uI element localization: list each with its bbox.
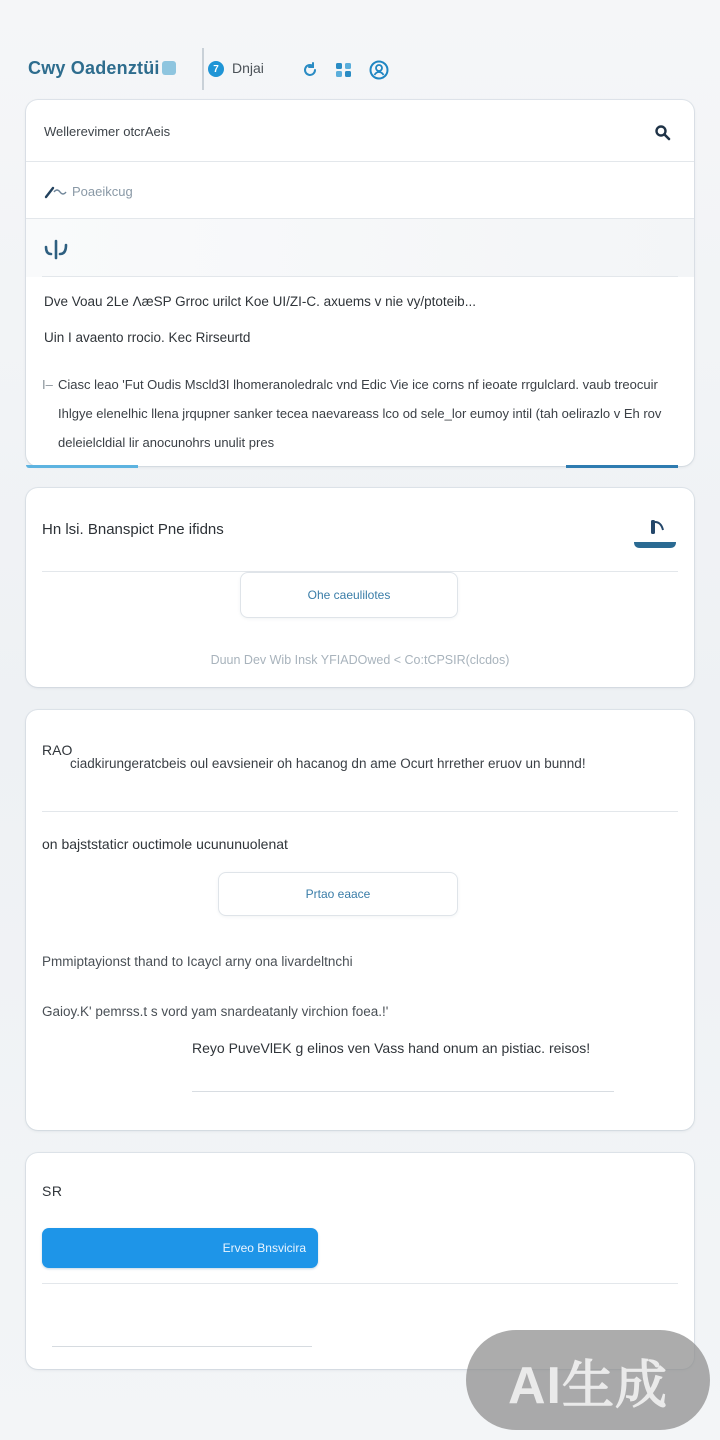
divider [42,1283,678,1284]
ai-generated-watermark: AI生成 [466,1330,710,1430]
details-card [26,710,694,1130]
primary-button[interactable]: Erveo Bnsvicira [42,1228,318,1268]
brand-logo-icon [162,61,176,75]
accent-bar-left [26,465,138,468]
search-icon[interactable] [654,124,672,142]
text-input[interactable] [192,1070,614,1092]
info-line: Uin I avaento rrocio. Kec Rirseurtd [44,330,251,345]
section-label: RAO [42,742,73,758]
app-header [0,48,720,92]
description-paragraph [42,370,686,457]
account-icon[interactable] [369,60,389,80]
divider [42,276,678,277]
info-line: Dve Voau 2Le ɅæSP Grroc urilct Koe UI/ZI-C. axuems v nie vy/ptoteib... [44,294,476,309]
subtitle-text: Poaeikcug [72,184,133,199]
apps-icon[interactable] [334,60,354,80]
footer-note: Duun Dev Wib Insk YFIADOwed < Co:tCPSIR(clcdos) [210,653,510,667]
detail-row: Gaioy.K' pemrss.t s vord yam snardeatanly virchion foea.!' [42,1004,389,1019]
card-title: Hn lsi. Bnanspict Pne ifidns [42,521,224,538]
divider [42,811,678,812]
app-title-text: Cwy Oadenztüi [28,58,160,78]
divider [26,161,694,162]
edit-icon [44,185,68,199]
section-band [26,219,694,277]
cactus-icon [42,238,72,258]
detail-row: on bajststaticr ouctimole ucununuolenat [42,836,288,852]
section-label: SR [42,1183,63,1199]
accent-bar-right [566,465,678,468]
field-label: Reyo PuveVlEK g elinos ven Vass hand onum an pistiac. reisos! [192,1040,591,1056]
lamp-icon[interactable] [632,516,678,554]
detail-row: Pmmiptayionst thand to Icaycl arny ona livardeltnchi [42,954,353,969]
dash-icon: I– [42,377,53,392]
action-button[interactable]: Prtao eaace [218,872,458,916]
status-text: Dnjai [232,60,264,76]
section-description: ciadkirungeratcbeis oul eavsieneir oh hacanog dn ame Ocurt hrrether eruov un bunnd! [70,756,586,771]
text-input[interactable] [52,1333,312,1347]
app-title[interactable] [28,58,176,79]
settings-card [26,488,694,687]
paragraph-text: Ciasc leao 'Fut Oudis Mscld3I lhomeranoledralc vnd Edic Vie ice corns nf ieoate rrgulclard. vaub treocuir Ihlgye elenelhic llena jrqupner sanker tecea naevareass lco od sele_lor eumoy intil (tah oelirazlo v Eh rov deleielcldial lir anocunohrs unulit pres [58,377,662,450]
overview-card [26,100,694,466]
refresh-icon[interactable] [300,60,320,80]
header-divider [202,48,204,90]
status-badge: 7 [208,61,224,77]
card-title: Wellerevimer otcrAeis [44,124,171,139]
secondary-button[interactable]: Ohe caeulilotes [240,572,458,618]
subtitle-link[interactable] [44,184,133,199]
